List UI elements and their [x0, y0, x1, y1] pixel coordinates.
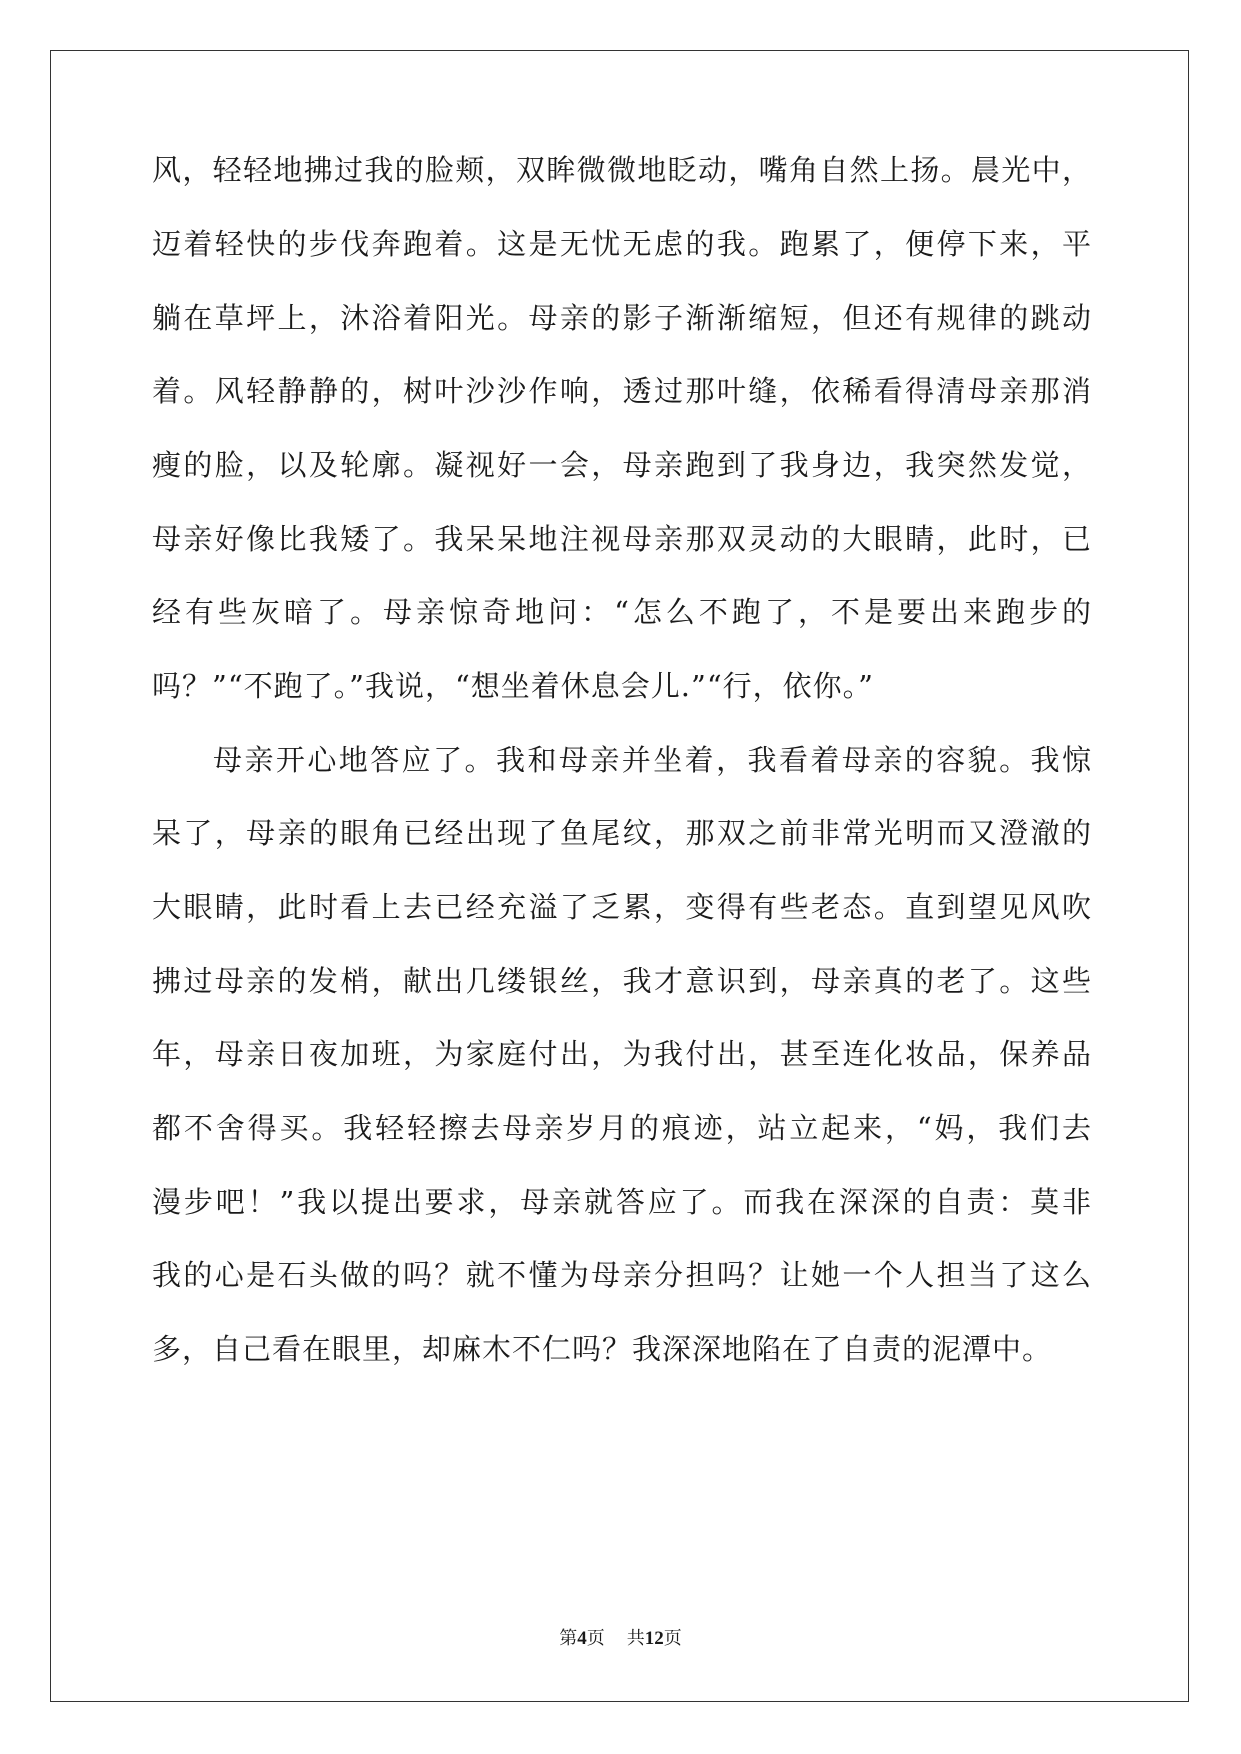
page-border [50, 50, 1189, 1702]
body-text-line: 拂过母亲的发梢，献出几缕银丝，我才意识到，母亲真的老了。这些 [152, 964, 1092, 998]
body-text-line: 母亲好像比我矮了。我呆呆地注视母亲那双灵动的大眼睛，此时，已 [152, 522, 1092, 556]
body-text-line: 多，自己看在眼里，却麻木不仁吗？我深深地陷在了自责的泥潭中。 [152, 1332, 1053, 1366]
page-suffix: 页 [586, 1628, 605, 1649]
body-text-line: 我的心是石头做的吗？就不懂为母亲分担吗？让她一个人担当了这么 [152, 1258, 1092, 1292]
page-footer [0, 1628, 1241, 1650]
body-text-line: 漫步吧！”我以提出要求，母亲就答应了。而我在深深的自责：莫非 [152, 1185, 1092, 1219]
body-text-line: 都不舍得买。我轻轻擦去母亲岁月的痕迹，站立起来，“妈，我们去 [152, 1111, 1092, 1145]
body-text-line: 着。风轻静静的，树叶沙沙作响，透过那叶缝，依稀看得清母亲那消 [152, 374, 1092, 408]
body-text-line: 风，轻轻地拂过我的脸颊，双眸微微地眨动，嘴角自然上扬。晨光中， [152, 153, 1092, 187]
total-pages: 12 [644, 1628, 664, 1649]
body-text-line: 瘦的脸，以及轮廓。凝视好一会，母亲跑到了我身边，我突然发觉， [152, 448, 1092, 482]
body-text-line: 经有些灰暗了。母亲惊奇地问：“怎么不跑了，不是要出来跑步的 [152, 595, 1092, 629]
body-text-line: 年，母亲日夜加班，为家庭付出，为我付出，甚至连化妆品，保养品 [152, 1037, 1092, 1071]
body-text-line: 大眼睛，此时看上去已经充溢了乏累，变得有些老态。直到望见风吹 [152, 890, 1092, 924]
body-text-line: 吗？”“不跑了。”我说，“想坐着休息会儿.”“行，依你。” [152, 669, 874, 703]
total-prefix: 共 [626, 1628, 645, 1649]
page-prefix: 第 [559, 1628, 578, 1649]
paragraph-first-line: 母亲开心地答应了。我和母亲并坐着，我看着母亲的容貌。我惊 [213, 743, 1092, 777]
body-text-line: 呆了，母亲的眼角已经出现了鱼尾纹，那双之前非常光明而又澄澈的 [152, 816, 1092, 850]
body-text-line: 迈着轻快的步伐奔跑着。这是无忧无虑的我。跑累了，便停下来，平 [152, 227, 1092, 261]
page-number: 4 [577, 1628, 587, 1649]
total-suffix: 页 [663, 1628, 682, 1649]
body-text-line: 躺在草坪上，沐浴着阳光。母亲的影子渐渐缩短，但还有规律的跳动 [152, 301, 1092, 335]
